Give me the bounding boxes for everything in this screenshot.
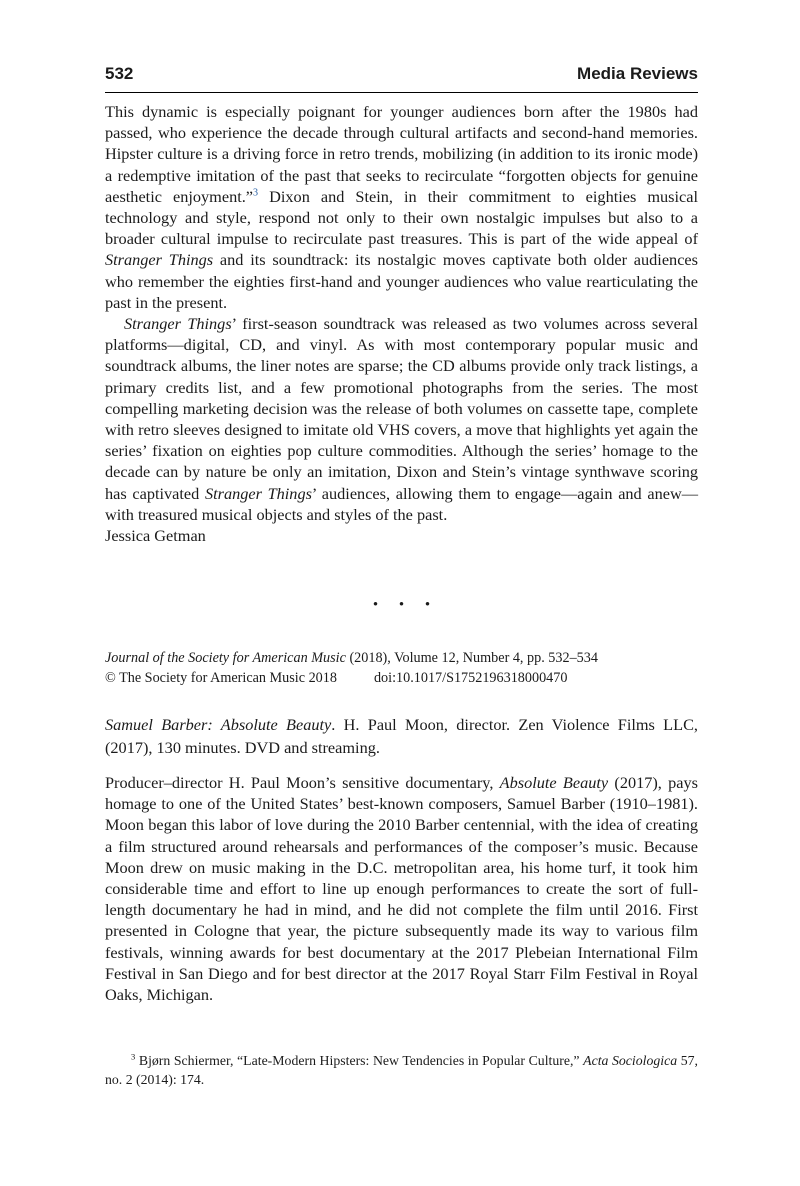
- text-segment: Producer–director H. Paul Moon’s sensitive documentary,: [105, 773, 500, 792]
- text-segment: 57, no. 2 (2014): 174.: [105, 1053, 698, 1087]
- reviewer-signature: Jessica Getman: [105, 526, 206, 546]
- text-segment: Stranger Things: [204, 483, 312, 503]
- text-segment: Samuel Barber: Absolute Beauty: [105, 715, 332, 734]
- media-review-paragraph-1: [105, 101, 698, 313]
- citation-line-1: [105, 648, 698, 668]
- footnote-block: [105, 1052, 698, 1089]
- media-review-paragraph-2: [105, 313, 698, 525]
- text-segment: . H. Paul Moon, director. Zen Violence Films LLC, (2017), 130 minutes. DVD and streaming.: [105, 715, 698, 757]
- text-segment: Stranger Things: [124, 314, 232, 334]
- footnote-marker: 3: [131, 1051, 136, 1062]
- text-segment: Dixon and Stein, in their commitment to eighties musical technology and style, respond not only to their own nostalgic impulses but also to a broader cultural impulse to recirculate past treasures. This is part of the wide appeal of: [105, 186, 699, 249]
- citation-line-2: [105, 668, 698, 688]
- copyright-notice: © The Society for American Music 2018: [105, 670, 337, 686]
- text-segment: (2017), pays homage to one of the United States’ best-known composers, Samuel Barber (1910–1981). Moon began this labor of love during the 2010 Barber centennial, with the idea of creating a film structured around rehearsals and performances of the composer’s music. Because Moon drew on music making in the D.C. metropolitan area, his home turf, it took him considerable time and effort to line up enough performances to create the sort of full-length documentary he had in mind, and he did not complete the film until 2016. First presented in Cologne that year, the picture subsequently made its way to various film festivals, winning awards for best documentary at the 2017 Plebeian International Film Festival in San Diego and for best director at the 2017 Royal Starr Film Festival in Royal Oaks, Michigan.: [105, 773, 698, 1005]
- text-segment: Journal of the Society for American Music: [105, 650, 346, 666]
- text-segment: ’ audiences, allowing them to engage—again and anew—with treasured musical objects and styles of the past.: [105, 483, 698, 524]
- text-segment: Absolute Beauty: [499, 773, 609, 792]
- page-number: 532: [105, 64, 134, 83]
- running-head-title: Media Reviews: [577, 64, 698, 83]
- text-segment: This dynamic is especially poignant for younger audiences born after the 1980s had passed, who experience the decade through cultural artifacts and second-hand memories. Hipster culture is a driving force in retro trends, mobilizing (in addition to its ironic mode) a redemptive imitation of the past that seeks to recirculate “forgotten objects for genuine aesthetic enjoyment.”: [105, 102, 698, 206]
- film-review-paragraph-1: [105, 772, 698, 1005]
- film-review-body: [105, 772, 698, 1005]
- media-review-end: [105, 101, 698, 546]
- running-head: [105, 64, 698, 93]
- text-segment: Bjørn Schiermer, “Late-Modern Hipsters: New Tendencies in Popular Culture,”: [135, 1053, 584, 1068]
- text-segment: and its soundtrack: its nostalgic moves captivate both older audiences who remember the eighties first-hand and younger audiences who value rearticulating the past in the present.: [105, 250, 698, 312]
- journal-citation: [105, 648, 698, 688]
- section-separator: • • •: [372, 597, 431, 613]
- footnote-3: [105, 1052, 698, 1089]
- doi-text: doi:10.1017/S1752196318000470: [373, 670, 568, 686]
- text-segment: Acta Sociologica: [583, 1053, 678, 1068]
- text-segment: Stranger Things: [105, 250, 214, 270]
- text-segment: (2018), Volume 12, Number 4, pp. 532–534: [345, 650, 598, 666]
- text-segment: ’ first-season soundtrack was released as two volumes across several platforms—digital, CD, and vinyl. As with most contemporary popular music and soundtrack albums, the liner notes are sparse; the CD albums provide only track listings, a primary credits list, and a few promotional photographs from the series. The most compelling marketing decision was the release of both volumes on cassette tape, complete with retro sleeves designed to imitate old VHS covers, a move that highlights yet again the series’ fixation on eighties pop culture commodities. Although the series’ homage to the decade can by nature be only an imitation, Dixon and Stein’s vintage synthwave scoring has captivated: [105, 314, 698, 503]
- footnote-marker[interactable]: 3: [253, 187, 259, 199]
- film-review-heading: [105, 713, 698, 759]
